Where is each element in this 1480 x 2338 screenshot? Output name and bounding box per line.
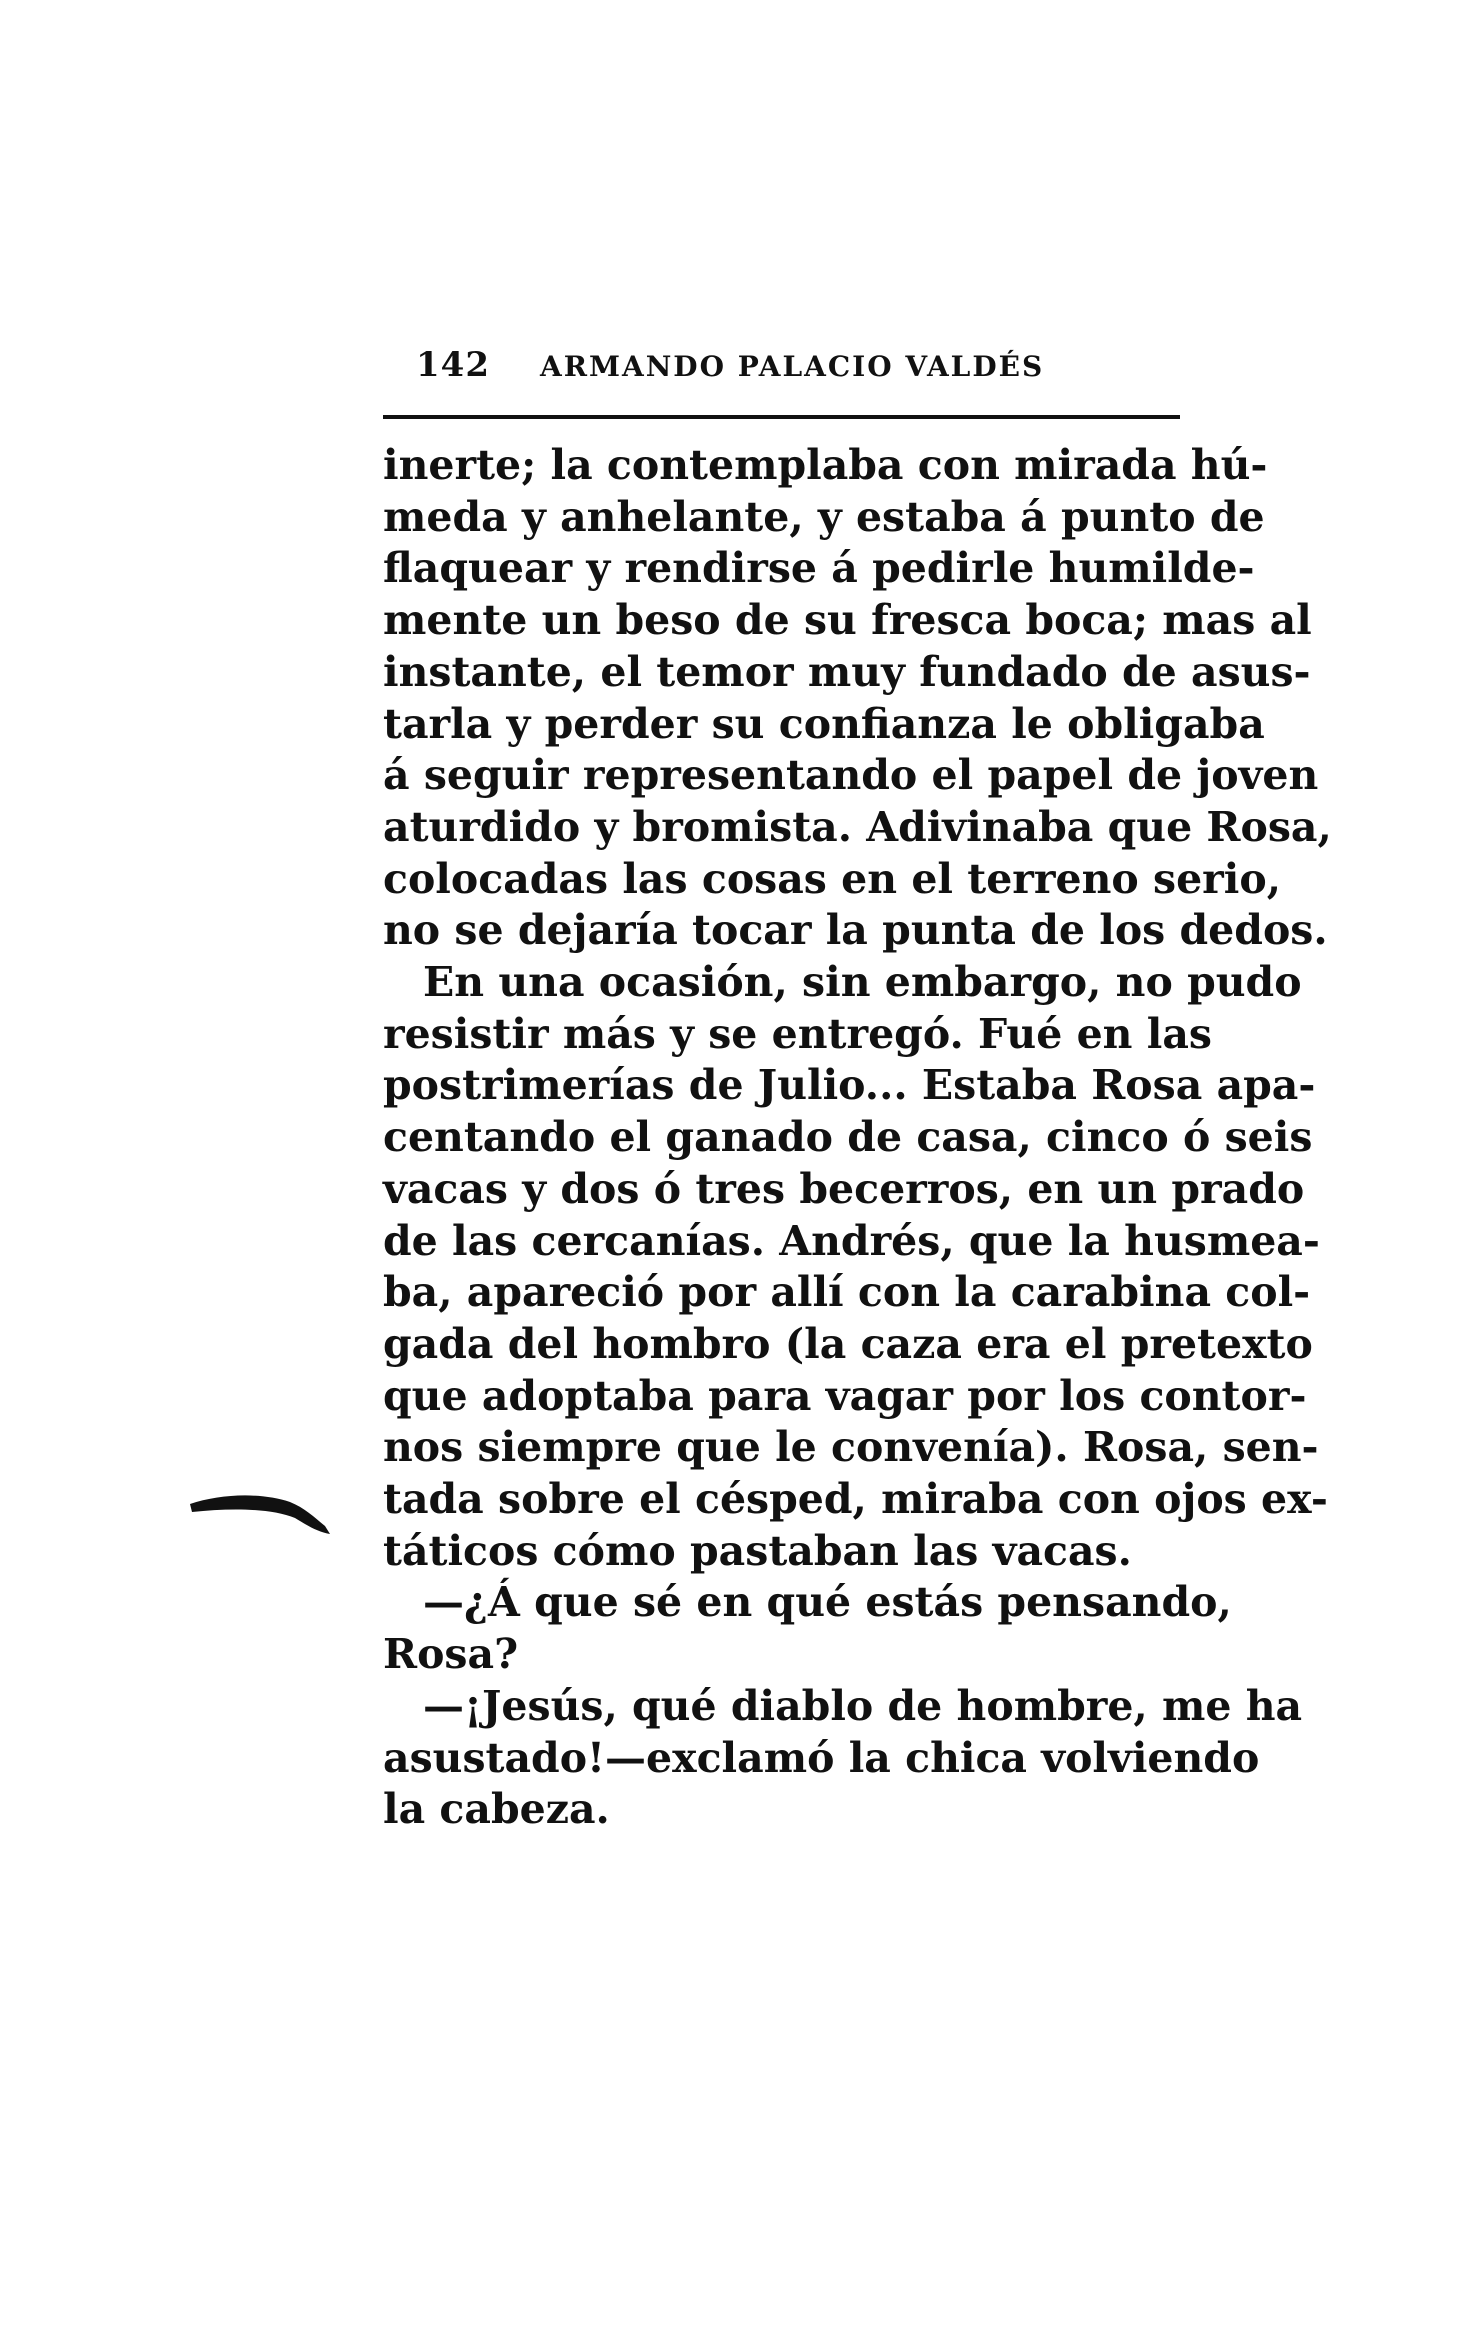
text-line: resistir más y se entregó. Fué en las <box>383 1009 1212 1058</box>
text-line: tarla y perder su confianza le obligaba <box>383 699 1265 748</box>
text-line: de las cercanías. Andrés, que la husmea- <box>383 1216 1320 1265</box>
text-line: inerte; la contemplaba con mirada hú- <box>383 441 1268 489</box>
text-line: vacas y dos ó tres becerros, en un prado <box>383 1164 1305 1213</box>
text-line: —¿Á que sé en qué estás pensando, <box>423 1578 1232 1627</box>
text-line: meda y anhelante, y estaba á punto de <box>383 492 1265 541</box>
text-line: nos siempre que le convenía). Rosa, sen- <box>383 1423 1319 1472</box>
text-line: postrimerías de Julio... Estaba Rosa apa- <box>383 1061 1316 1110</box>
text-line: tada sobre el césped, miraba con ojos ex- <box>383 1475 1328 1524</box>
text-line: centando el ganado de casa, cinco ó seis <box>383 1113 1313 1162</box>
text-line: gada del hombro (la caza era el pretexto <box>383 1319 1313 1368</box>
running-head: ARMANDO PALACIO VALDÉS <box>540 350 1045 383</box>
text-line: flaquear y rendirse á pedirle humilde- <box>383 544 1255 593</box>
page-number: 142 <box>416 345 490 385</box>
text-line: mente un beso de su fresca boca; mas al <box>383 596 1312 645</box>
body-text <box>383 440 1332 1836</box>
ink-blot-mark <box>190 1490 340 1540</box>
text-line: táticos cómo pastaban las vacas. <box>383 1526 1132 1575</box>
text-line: á seguir representando el papel de joven <box>383 751 1319 800</box>
page-header <box>380 345 1180 395</box>
text-line: instante, el temor muy fundado de asus- <box>383 647 1311 696</box>
text-line: aturdido y bromista. Adivinaba que Rosa, <box>383 802 1332 851</box>
header-rule <box>383 415 1180 419</box>
text-line: En una ocasión, sin embargo, no pudo <box>423 958 1302 1007</box>
text-line: no se dejaría tocar la punta de los dedos. <box>383 906 1328 955</box>
text-line: asustado!—exclamó la chica volviendo <box>383 1733 1260 1782</box>
text-line: —¡Jesús, qué diablo de hombre, me ha <box>423 1681 1303 1730</box>
text-line: la cabeza. <box>383 1785 610 1834</box>
text-line: Rosa? <box>383 1630 519 1679</box>
text-line: ba, apareció por allí con la carabina col- <box>383 1268 1311 1317</box>
text-line: que adoptaba para vagar por los contor- <box>383 1371 1307 1420</box>
text-line: colocadas las cosas en el terreno serio, <box>383 854 1281 903</box>
